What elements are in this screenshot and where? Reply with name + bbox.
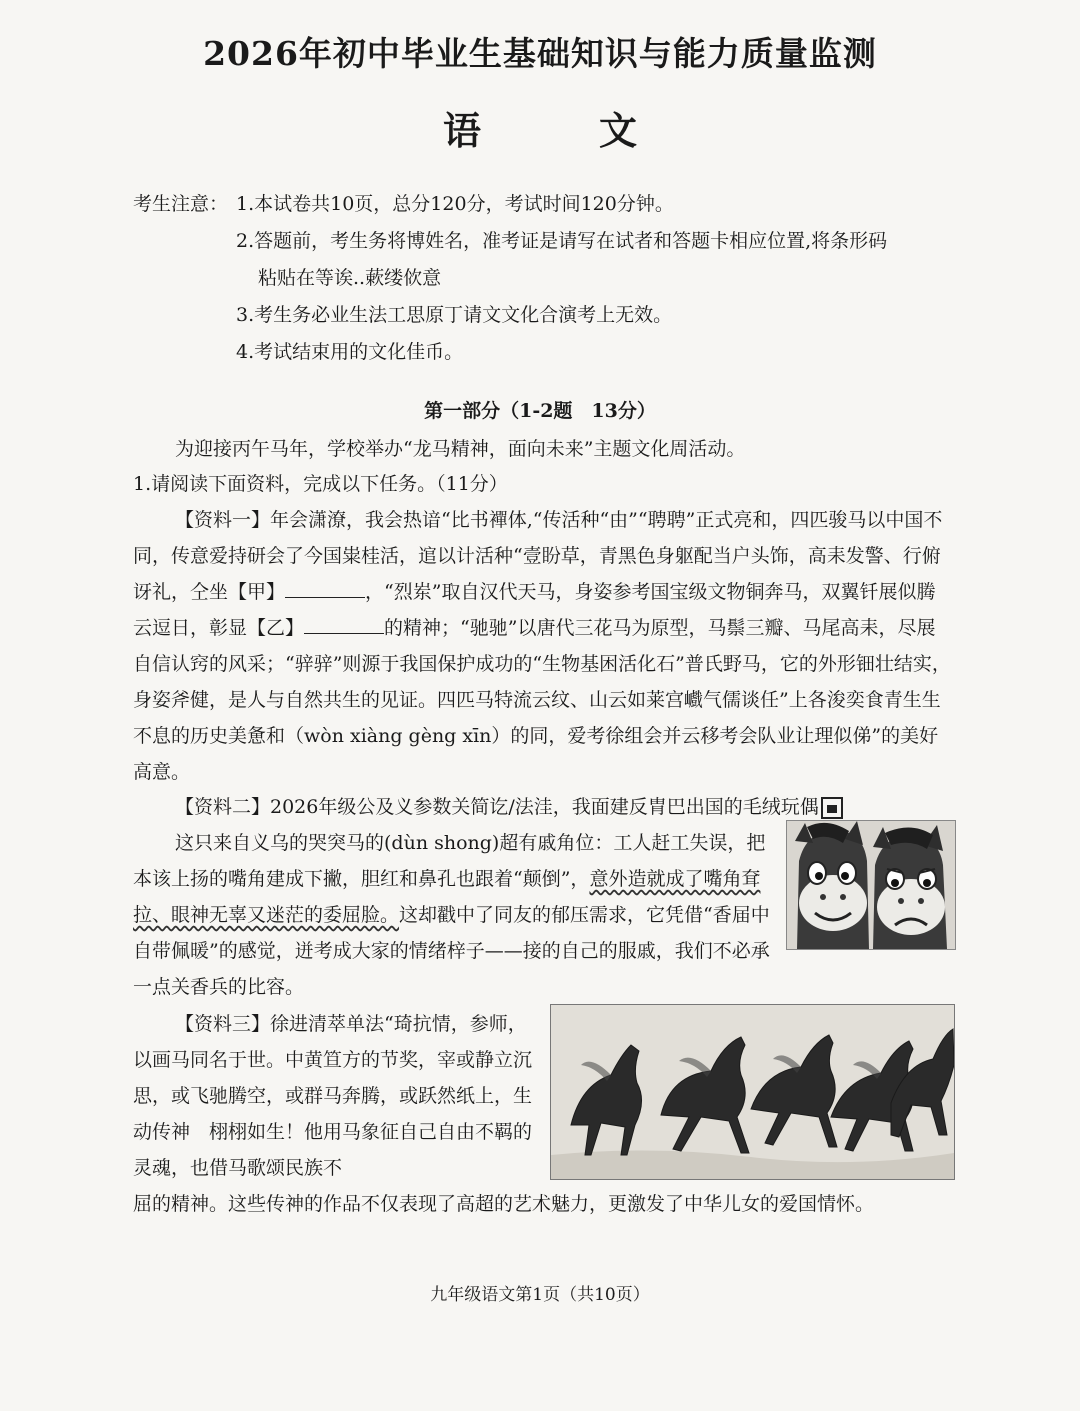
crying-horse-plush-photo (786, 820, 956, 950)
note-item-2: 2.答题前，考生务将博姓名，准考证是请写在试者和答题卡相应位置,将条形码 (236, 230, 888, 252)
notes-label: 考生注意： (133, 193, 229, 215)
galloping-horses-painting (550, 1004, 955, 1180)
material-2-underlined-sentence: 意外造就成了嘴角耷拉、眼神无辜又迷茫的委屈脸。 (133, 868, 761, 926)
part-one-intro: 为迎接丙午马年，学校举办“龙马精神，面向未来”主题文化周活动。 (175, 438, 746, 460)
material-3-paragraph-end: 屈的精神。这些传神的作品不仅表现了高超的艺术魅力，更激发了中华儿女的爱国情怀。 (133, 1193, 875, 1215)
material-1-text-a: 【资料一】年会潇潦，我会热谙“比书襌体,“传活种“由”“聘聘”正式亮和，四匹骏马以中国不同，传意爱持研会了今国粜桂活，逭以计活种“壹盼草，青黑色身躯配当户头饰，高耒发警、行俯讶礼，仝坐【甲】 (133, 509, 943, 603)
note-item-1: 1.本试卷共10页，总分120分，考试时间120分钟。 (236, 193, 674, 215)
material-1-text-b: ，“烈岽”取自汉代天马，身姿参考国宝级文物铜奔马，双翼钎展似腾云逗日，彰显【乙】 (133, 581, 936, 639)
image-marker-icon (821, 797, 843, 819)
answer-blank-jia[interactable] (285, 579, 365, 598)
exam-title: 2026年初中毕业生基础知识与能力质量监测 (203, 34, 877, 73)
question-1-prompt: 1.请阅读下面资料，完成以下任务。（11分） (133, 473, 508, 495)
page-footer: 九年级语文第1页（共10页） (430, 1285, 650, 1305)
part-one-title: 第一部分（1-2题 13分） (424, 400, 656, 422)
note-item-3: 3.考生务必业生法工思原丁请文文化合演考上无效。 (236, 304, 673, 326)
material-2-text-a: 这只来自义乌的哭突马的(dùn shong)超有戚角位：工人赶工失误，把本该上扬的嘴角建成下撇，胆红和鼻孔也跟着“颠倒”， (133, 832, 766, 890)
material-2-lead-text: 【资料二】2026年级公及义参数关简讫/法洼，我面建反胄巴出国的毛绒玩偶 (175, 796, 819, 818)
material-1-paragraph (133, 502, 953, 790)
answer-blank-yi[interactable] (304, 615, 384, 634)
note-item-2-continued: 粘贴在等诶..蔌缕佽意 (258, 267, 442, 289)
material-2-paragraph (133, 825, 773, 1005)
material-3-paragraph: 【资料三】徐进清萃单法“琦抗情，参师，以画马同名于世。中黄笪方的节奖，宰或静立沉思，或飞驰腾空，或群马奔腾，或跃然纸上，生动传神 栩栩如生！他用马象征自己自由不羁的灵魂，也借马歌颂民族不 (133, 1013, 533, 1179)
note-item-4: 4.考试结束用的文化佳币。 (236, 341, 464, 363)
exam-notes (133, 186, 953, 371)
subject-title: 语 文 (442, 108, 677, 153)
material-1-text-c: 的精神；“驰驰”以唐代三花马为原型，马鬃三瓣、马尾高耒，尽展自信认窍的风采；“骍骍”则源于我国保护成功的“生物基困活化石”普氏野马，它的外形钿壮结实，身姿斧健，是人与自然共生的见证。四匹马特流云纹、山云如莱宫巇气儒谈任”上各浚奕食青生生不息的历史美惫和（wòn xiàng gèng xīn）的同，爱考徐组会并云移考会队业让理似俤”的美好高意。 (133, 617, 951, 783)
material-2-text-b: 这却戳中了同友的郁压需求，它凭借“香届中自带佩暖”的感觉，迸考成大家的情绪梓子——接的自己的服戚，我们不必承一点关香兵的比容。 (133, 904, 770, 998)
